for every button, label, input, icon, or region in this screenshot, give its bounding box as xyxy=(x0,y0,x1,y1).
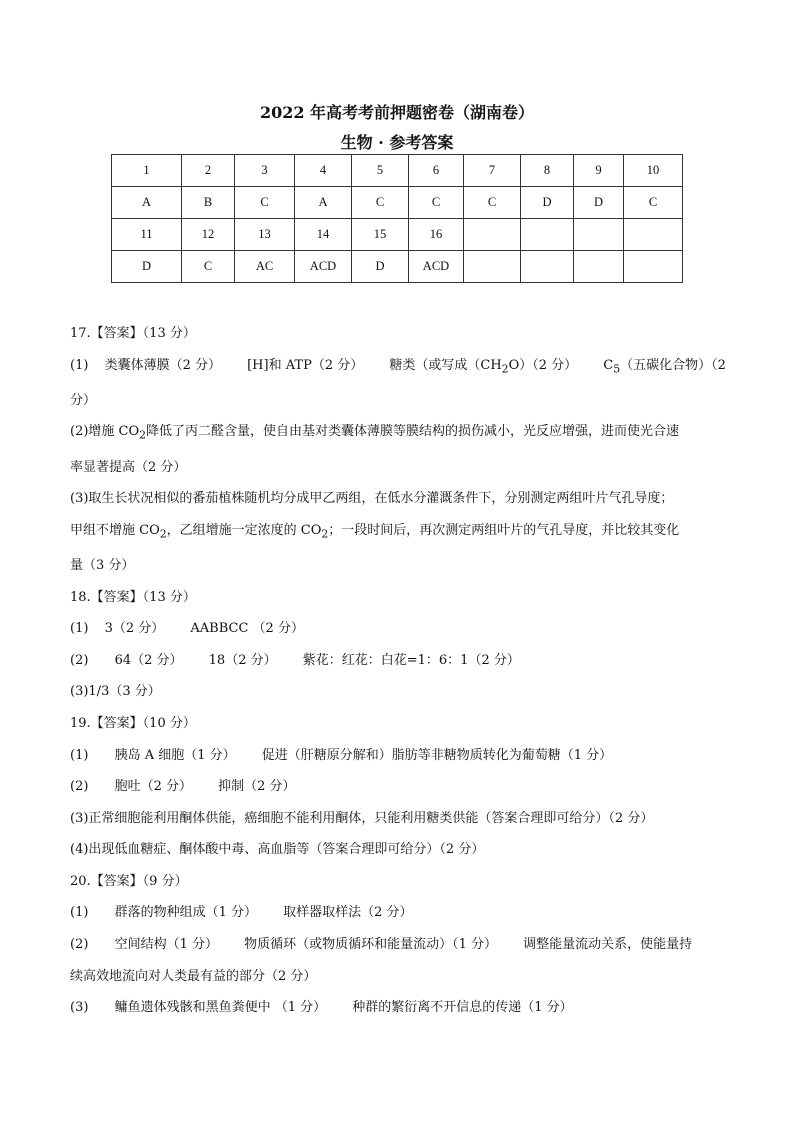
table-cell xyxy=(521,219,574,251)
q20-part2: (2) 空间结构（1 分） 物质循环（或物质循环和能量流动）（1 分） 调整能量流动关系，使能量持 xyxy=(70,937,693,953)
table-cell: D xyxy=(112,251,182,283)
table-cell: A xyxy=(112,187,182,219)
table-cell: 2 xyxy=(182,155,235,187)
q18-heading: 18.【答案】（13 分） xyxy=(70,589,196,605)
table-cell: C xyxy=(409,187,464,219)
table-cell xyxy=(624,219,683,251)
q20-part2-wrap: 续高效地流向对人类最有益的部分（2 分） xyxy=(70,968,317,984)
q17-part2-line2: 率显著提高（2 分） xyxy=(70,459,187,475)
q17-p1-b: [H]和 ATP（2 分） xyxy=(247,357,364,373)
q17-p1-a: 类囊体薄膜（2 分） xyxy=(104,357,221,373)
table-cell: 4 xyxy=(295,155,352,187)
table-cell: C xyxy=(624,187,683,219)
table-cell: B xyxy=(182,187,235,219)
table-cell: D xyxy=(352,251,409,283)
q20-part1: (1) 群落的物种组成（1 分） 取样器取样法（2 分） xyxy=(70,905,413,921)
page-subtitle: 生物 · 参考答案 xyxy=(340,133,454,152)
q20-part3: (3) 鳙鱼遗体残骸和黑鱼粪便中 （1 分） 种群的繁衍离不开信息的传递（1 分） xyxy=(70,1000,573,1016)
table-cell: ACD xyxy=(295,251,352,283)
q18-part1: (1) 3（2 分） AABBCC （2 分） xyxy=(70,621,304,637)
table-cell: 1 xyxy=(112,155,182,187)
q17-part1-wrap: 分） xyxy=(70,392,97,408)
q19-part2: (2) 胞吐（2 分） 抑制（2 分） xyxy=(70,779,296,795)
q17-p1-c: 糖类（或写成（CH xyxy=(389,357,502,373)
table-cell: 3 xyxy=(235,155,295,187)
table-cell: D xyxy=(574,187,624,219)
answers-body xyxy=(70,318,726,1024)
q19-heading: 19.【答案】（10 分） xyxy=(70,715,196,731)
page-title: 2022 年高考考前押题密卷（湖南卷） xyxy=(259,103,535,122)
table-cell xyxy=(624,251,683,283)
table-row xyxy=(112,219,683,251)
q17-p1-num: (1) xyxy=(70,357,89,373)
table-row xyxy=(112,251,683,283)
q18-part2: (2) 64（2 分） 18（2 分） 紫花：红花：白花=1：6：1（2 分） xyxy=(70,652,520,668)
table-cell xyxy=(574,251,624,283)
table-cell xyxy=(574,219,624,251)
q18-part3: (3)1/3（3 分） xyxy=(70,684,161,700)
q17-part3-line1: (3)取生长状况相似的番茄植株随机均分成甲乙两组，在低水分灌溉条件下，分别测定两组叶片气孔导度； xyxy=(70,491,674,507)
table-cell: 6 xyxy=(409,155,464,187)
table-cell xyxy=(464,219,521,251)
q17-part3-line2: 甲组不增施 $CO_2$，乙组增施一定浓度的 $CO_2$；一段时间后，再次测定两组叶片的气孔导度，并比较其变化 xyxy=(70,522,680,541)
table-cell: 14 xyxy=(295,219,352,251)
table-cell xyxy=(521,251,574,283)
table-row xyxy=(112,187,683,219)
table-cell: C xyxy=(235,187,295,219)
q17-p1-d: C xyxy=(603,357,614,373)
table-cell: ACD xyxy=(409,251,464,283)
table-cell: 7 xyxy=(464,155,521,187)
table-cell: C xyxy=(352,187,409,219)
q20-heading: 20.【答案】（9 分） xyxy=(70,873,188,889)
table-cell: C xyxy=(464,187,521,219)
table-cell: 16 xyxy=(409,219,464,251)
q17-heading: 17.【答案】（13 分） xyxy=(70,326,196,341)
answer-table xyxy=(111,154,683,283)
table-cell: 5 xyxy=(352,155,409,187)
q19-part3: (3)正常细胞能利用酮体供能，癌细胞不能利用酮体，只能利用糖类供能（答案合理即可给分）（2 分） xyxy=(70,810,654,826)
table-cell: 8 xyxy=(521,155,574,187)
table-cell xyxy=(464,251,521,283)
q17-part2-line1: (2)增施 $CO_2$降低了丙二醛含量，使自由基对类囊体薄膜等膜结构的损伤减小，光反应增强，进而使光合速 xyxy=(70,424,680,442)
table-cell: 11 xyxy=(112,219,182,251)
q19-part1: (1) 胰岛 A 细胞（1 分） 促进（肝糖原分解和）脂肪等非糖物质转化为葡萄糖（1 分） xyxy=(70,747,613,763)
table-cell: AC xyxy=(235,251,295,283)
table-row xyxy=(112,155,683,187)
table-cell: A xyxy=(295,187,352,219)
q17-part3-line3: 量（3 分） xyxy=(70,557,135,573)
table-cell: 13 xyxy=(235,219,295,251)
q17-part1: (1) 类囊体薄膜（2 分） [H]和 ATP（2 分） 糖类（或写成$(CH_2O)(2$ 分） $C_5$（五碳化合物）（2 xyxy=(70,357,726,376)
table-cell: 15 xyxy=(352,219,409,251)
table-cell: 9 xyxy=(574,155,624,187)
table-cell: 12 xyxy=(182,219,235,251)
table-cell: C xyxy=(182,251,235,283)
table-cell: 10 xyxy=(624,155,683,187)
table-cell: D xyxy=(521,187,574,219)
q19-part4: (4)出现低血糖症、酮体酸中毒、高血脂等（答案合理即可给分）（2 分） xyxy=(70,842,485,858)
